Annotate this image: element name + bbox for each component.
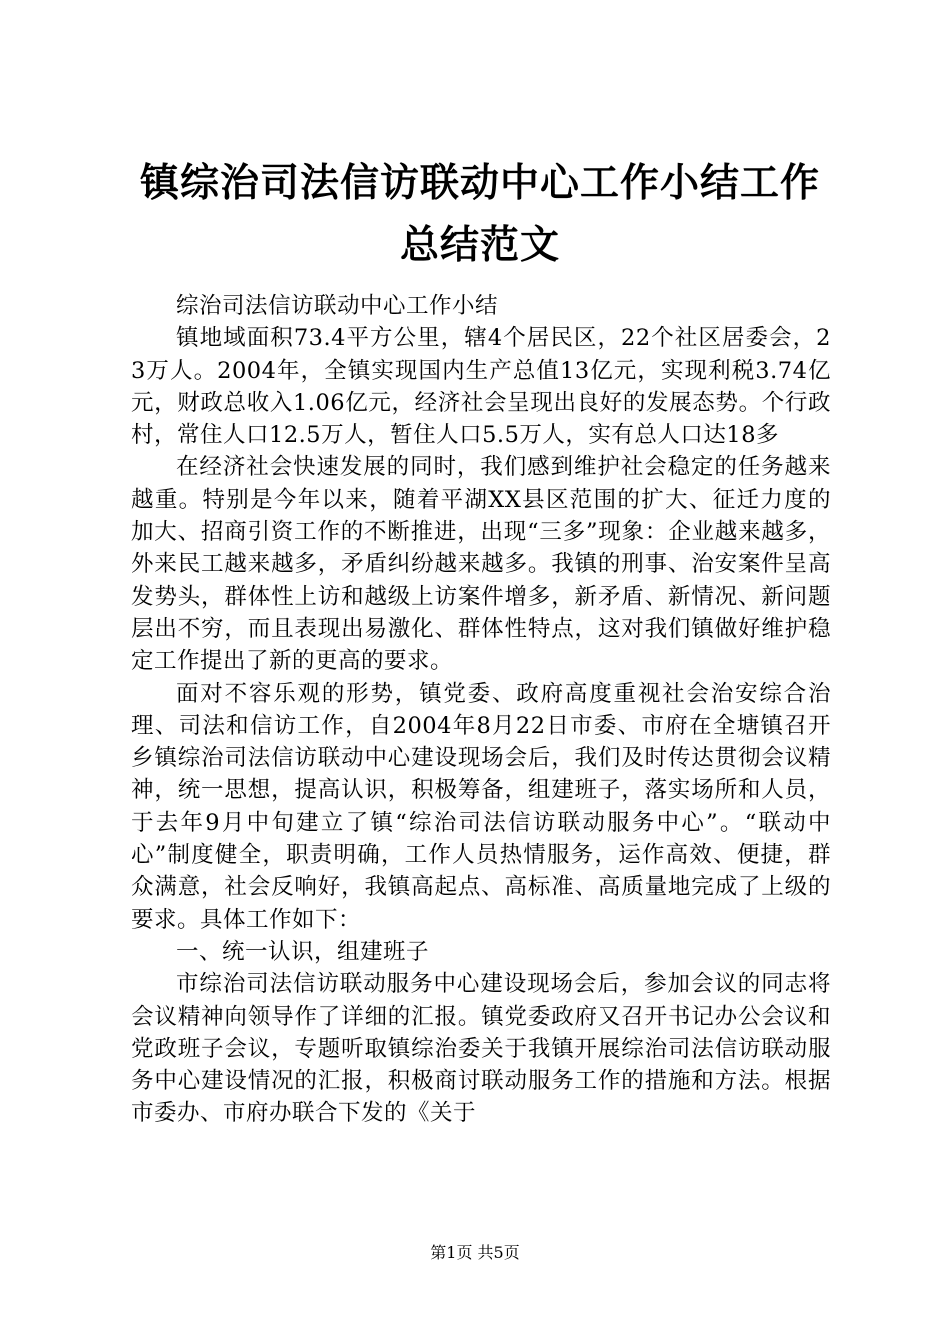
document-title: 镇综治司法信访联动中心工作小结工作总结范文 bbox=[139, 160, 820, 268]
paragraph-center-establishment: 面对不容乐观的形势，镇党委、政府高度重视社会治安综合治理、司法和信访工作，自2004年8月22日市委、市府在全塘镇召开乡镇综治司法信访联动中心建设现场会后，我们及时传达贯彻会议精神，统一思想，提高认识，积极筹备，组建班子，落实场所和人员，于去年9月中旬建立了镇“综治司法信访联动服务中心”。“联动中心”制度健全，职责明确，工作人员热情服务，运作高效、便捷，群众满意，社会反响好，我镇高起点、高标准、高质量地完成了上级的要求。具体工作如下： bbox=[131, 680, 831, 933]
paragraph-town-overview: 镇地域面积73.4平方公里，辖4个居民区，22个社区居委会，23万人。2004年，全镇实现国内生产总值13亿元，实现利税3.74亿元，财政总收入1.06亿元，经济社会呈现出良好的发展态势。个行政村，常住人口12.5万人，暂住人口5.5万人，实有总人口达18多 bbox=[131, 325, 831, 449]
document-body bbox=[131, 290, 831, 1130]
section-heading-1: 一、统一认识，组建班子 bbox=[176, 938, 430, 965]
paragraph-stability-challenges: 在经济社会快速发展的同时，我们感到维护社会稳定的任务越来越重。特别是今年以来，随着平湖XX县区范围的扩大、征迁力度的加大、招商引资工作的不断推进，出现“三多”现象：企业越来越多，外来民工越来越多，矛盾纠纷越来越多。我镇的刑事、治安案件呈高发势头，群体性上访和越级上访案件增多，新矛盾、新情况、新问题层出不穷，而且表现出易激化、群体性特点，这对我们镇做好维护稳定工作提出了新的更高的要求。 bbox=[131, 454, 831, 675]
paragraph-subtitle: 综治司法信访联动中心工作小结 bbox=[176, 293, 499, 319]
paragraph-meeting-report: 市综治司法信访联动服务中心建设现场会后，参加会议的同志将会议精神向领导作了详细的汇报。镇党委政府又召开书记办公会议和党政班子会议，专题听取镇综治委关于我镇开展综治司法信访联动服务中心建设情况的汇报，积极商讨联动服务工作的措施和方法。根据市委办、市府办联合下发的《关于 bbox=[131, 971, 831, 1127]
page-footer: 第1页 共5页 bbox=[430, 1243, 520, 1262]
